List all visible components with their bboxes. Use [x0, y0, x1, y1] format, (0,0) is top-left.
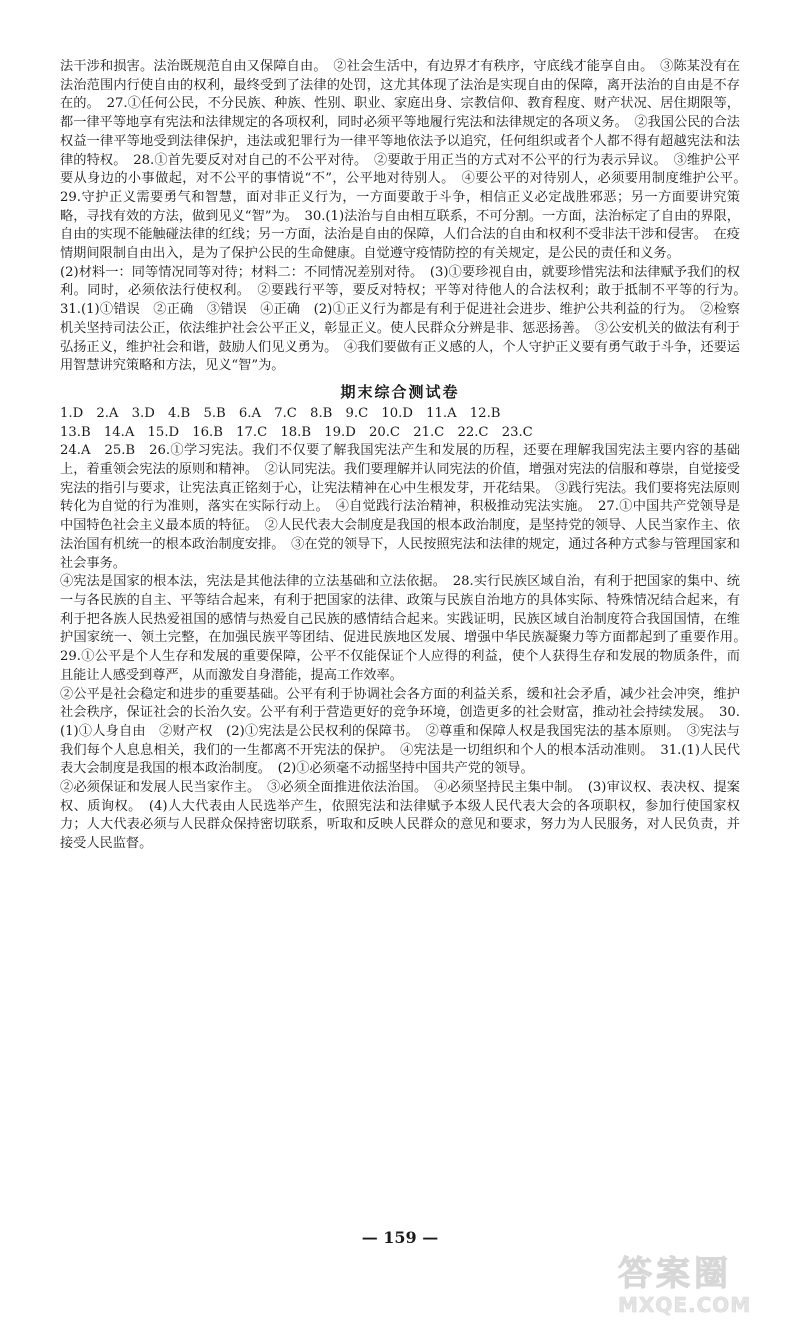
page-number: — 159 —	[361, 1228, 439, 1247]
watermark-url: MXQE.COM	[618, 1293, 752, 1317]
answer-paragraph-2: (2)材料一：同等情况同等对待；材料二：不同情况差别对待。 (3)①要珍视自由，就要珍惜宪法和法律赋予我们的权利。同时，必须依法行使权利。 ②要践行平等，要反对特权；平等对待他人的合法权利；敢于抵制不平等的行为。 31.(1)①错误 ②正确 ③错误 ④正确 (2)①正义行为都是有利于促进社会进步、维护公共利益的行为。 ②检察机关坚持司法公正，依法维护社会公平正义，彰显正义。使人民群众分辨是非、惩恶扬善。 ③公安机关的做法有利于弘扬正义，维护社会和谐，鼓励人们见义勇为。 ④我们要做有正义感的人，个人守护正义要有勇气敢于斗争，还要运用智慧讲究策略和方法，见义“智”为。	[60, 264, 754, 374]
site-watermark	[618, 1246, 778, 1326]
answer-paragraph-3: 24.A 25.B 26.①学习宪法。我们不仅要了解我国宪法产生和发展的历程，还要在理解我国宪法主要内容的基础上，着重领会宪法的原则和精神。 ②认同宪法。我们要理解并认同宪法的价值，增强对宪法的信服和尊崇，自觉接受宪法的指引与要求，让宪法真正铭刻于心，让宪法精神在心中生根发芽，开花结果。 ③践行宪法。我们要将宪法原则转化为自觉的行为准则，落实在实际行动上。 ④自觉践行法治精神，积极推动宪法实施。 27.①中国共产党领导是中国特色社会主义最本质的特征。 ②人民代表大会制度是我国的根本政治制度，是坚持党的领导、人民当家作主、依法治国有机统一的根本政治制度安排。 ③在党的领导下，人民按照宪法和法律的规定，通过各种方式参与管理国家和社会事务。	[60, 443, 740, 571]
answer-paragraph-4: ④宪法是国家的根本法，宪法是其他法律的立法基础和立法依据。 28.实行民族区域自治，有利于把国家的集中、统一与各民族的自主、平等结合起来，有利于把国家的法律、政策与民族自治地方的具体实际、特殊情况结合起来，有利于把各族人民热爱祖国的感情与热爱自己民族的感情结合起来。实践证明，民族区域自治制度符合我国国情，在维护国家统一、领土完整，在加强民族平等团结、促进民族地区发展、增强中华民族凝聚力等方面都起到了重要作用。 29.①公平是个人生存和发展的重要保障，公平不仅能保证个人应得的利益，使个人获得生存和发展的物质条件，而且能让人感受到尊严，从而激发自身潜能，提高工作效率。	[60, 574, 754, 683]
answer-paragraph-5: ②公平是社会稳定和进步的重要基础。公平有利于协调社会各方面的利益关系，缓和社会矛盾，减少社会冲突，维护社会秩序，保证社会的长治久安。公平有利于营造更好的竞争环境，创造更多的社会财富，推动社会持续发展。 30.(1)①人身自由 ②财产权 (2)①宪法是公民权利的保障书。 ②尊重和保障人权是我国宪法的基本原则。 ③宪法与我们每个人息息相关，我们的一生都离不开宪法的保护。 ④宪法是一切组织和个人的根本活动准则。 31.(1)人民代表大会制度是我国的根本政治制度。 (2)①必须毫不动摇坚持中国共产党的领导。	[60, 686, 740, 777]
choice-answers-row-2: 13.B 14.A 15.D 16.B 17.C 18.B 19.D 20.C 21.C 22.C 23.C	[60, 424, 533, 440]
choice-answers-row-1: 1.D 2.A 3.D 4.B 5.B 6.A 7.C 8.B 9.C 10.D 11.A 12.B	[60, 405, 501, 421]
watermark-logo-text: 答案圈	[618, 1254, 732, 1294]
answer-paragraph-1: 法干涉和损害。法治既规范自由又保障自由。 ②社会生活中，有边界才有秩序，守底线才能享自由。 ③陈某没有在法治范围内行使自由的权利，最终受到了法律的处罚，这尤其体现了法治是实现自由的保障，离开法治的自由是不存在的。 27.①任何公民，不分民族、种族、性别、职业、家庭出身、宗教信仰、教育程度、财产状况、居住期限等，都一律平等地享有宪法和法律规定的各项权利，同时必须平等地履行宪法和法律规定的各项义务。 ②我国公民的合法权益一律平等地受到法律保护，违法或犯罪行为一律平等地依法予以追究，任何组织或者个人都不得有超越宪法和法律的特权。 28.①首先要反对对自己的不公平对待。 ②要敢于用正当的方式对不公平的行为表示异议。 ③维护公平要从身边的小事做起，对不公平的事情说“不”，公平地对待别人。 ④要公平的对待别人，必须要用制度维护公平。 29.守护正义需要勇气和智慧，面对非正义行为，一方面要敢于斗争，相信正义必定战胜邪恶；另一方面要讲究策略，寻找有效的方法，做到见义“智”为。 30.(1)法治与自由相互联系，不可分割。一方面，法治标定了自由的界限，自由的实现不能触碰法律的红线；另一方面，法治是自由的保障，人们合法的自由和权利不受非法干涉和侵害。 在疫情期间限制自由出入，是为了保护公民的生命健康。自觉遵守疫情防控的有关规定，是公民的责任和义务。	[60, 59, 754, 262]
section-title: 期末综合测试卷	[340, 382, 460, 401]
answer-page	[60, 58, 754, 854]
answer-paragraph-6: ②必须保证和发展人民当家作主。 ③必须全面推进依法治国。 ④必须坚持民主集中制。 (3)审议权、表决权、提案权、质询权。 (4)人大代表由人民选举产生，依照宪法和法律赋予本级人民代表大会的各项职权，参加行使国家权力；人大代表必须与人民群众保持密切联系，听取和反映人民群众的意见和要求，努力为人民服务，对人民负责，并接受人民监督。	[60, 780, 740, 852]
